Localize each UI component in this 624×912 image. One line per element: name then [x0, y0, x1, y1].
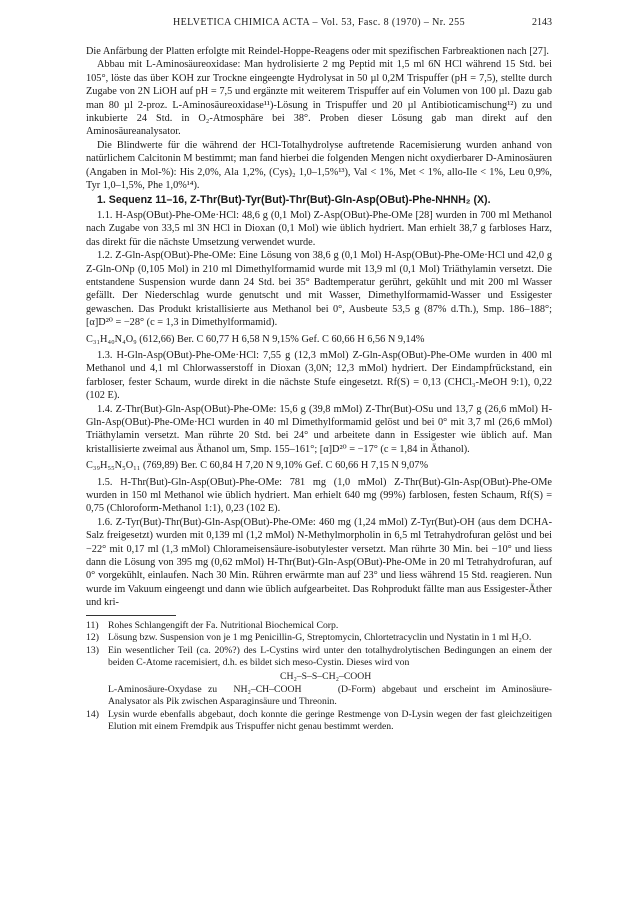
paragraph-1-4: 1.4. Z-Thr(But)-Gln-Asp(OBut)-Phe-OMe: 15,6 g (39,8 mMol) Z-Thr(But)-OSu und 13,7 g (26,6 mMol) H-Gln-Asp(OBut)-Phe-OMe·HCl wurden in 40 ml Dimethylformamid gelöst und bei 0° mit 3,7 ml (26,6 mMol) Triäthylamin versetzt. Man rührte 20 Std. bei 24° und arbeitete dann in Essigester wie üblich auf. Man kristallisierte zweimal aus Äthanol um, Smp. 155–161°; [α]D²⁰ = −17° (c = 1,84 in Äthanol). [86, 403, 552, 455]
footnotes [86, 620, 552, 734]
footnote-mark: 13) [86, 644, 99, 656]
footnote-text [108, 645, 552, 709]
footnote-text: Lysin wurde ebenfalls abgebaut, doch konnte die geringe Restmenge von D-Lysin wegen der fast gleichzeitigen Elution mit einem Fremdpik aus Trispuffer nicht genau bestimmt werden. [108, 708, 552, 733]
paragraph-1-6: 1.6. Z-Tyr(But)-Thr(But)-Gln-Asp(OBut)-Phe-OMe: 460 mg (1,24 mMol) Z-Tyr(But)-OH (aus dem DCHA-Salz freigesetzt) wurden mit 0,139 ml (1,2 mMol) N-Methylmorpholin in 6,5 ml Tetrahydrofuran gelöst und bei −22° mit 0,17 ml (1,3 mMol) Chlorameisensäure-isobutylester versetzt. Man rührte 30 Min. bei −10° und liess dann die Lösung von 395 mg (0,62 mMol) H-Thr(But)-Gln-Asp(OBut)-Phe-OMe in 20 ml Tetrahydrofuran, auf 0° vorgekühlt, einlaufen. Nach 30 Min. Rühren erwärmte man auf 23° und liess während 15 Std. reagieren. Nun wurde im Vakuum eingeengt und dann wie üblich aufgearbeitet. Das Rohprodukt fällte man aus Essigester-Äther und kri- [86, 516, 552, 609]
paragraph-1-5: 1.5. H-Thr(But)-Gln-Asp(OBut)-Phe-OMe: 781 mg (1,0 mMol) Z-Thr(But)-Gln-Asp(OBut)-Phe-OMe wurden in 150 ml Methanol wie üblich hydriert. Man erhielt 640 mg (99%) farblosen, festen Schaum, Rf(S) = 0,75 (Chloroform-Methanol 1:1), 0,23 (102 E). [86, 476, 552, 515]
footnote-text: Rohes Schlangengift der Fa. Nutritional Biochemical Corp. [108, 619, 339, 631]
footnote-text-part-b: L-Aminosäure-Oxydase zu [108, 683, 218, 695]
footnote-11 [86, 620, 552, 633]
structural-formula [280, 671, 552, 684]
paragraph-blank-values: Die Blindwerte für die während der HCl-Totalhydrolyse auftretende Racemisierung wurden anhand von natürlichem Calcitonin M bestimmt; man fand hierbei die folgenden Mengen nicht oxydierbarer D-Aminosäuren (Angaben in Mol-%): His 2,0%, Ala 1,2%, (Cys)₂ 1,0–1,5%¹³), Val < 1%, Met < 1%, allo-Ile < 1%, Leu 0,9%, Tyr 1,0–1,5%, Phe 1,0%¹⁴). [86, 139, 552, 192]
elemental-analysis-2: C₃₉H₅₅N₅O₁₁ (769,89) Ber. C 60,84 H 7,20 N 9,10% Gef. C 60,66 H 7,15 N 9,07% [86, 460, 429, 472]
footnote-mark: 11) [86, 619, 99, 631]
journal-title: HELVETICA CHIMICA ACTA – Vol. 53, Fasc. 8 (1970) – Nr. 255 [173, 17, 465, 28]
paragraph-1-1: 1.1. H-Asp(OBut)-Phe-OMe·HCl: 48,6 g (0,1 Mol) Z-Asp(OBut)-Phe-OMe [28] wurden in 700 ml Methanol nach Zugabe von 33,5 ml 3N HCl in Dioxan (0,1 Mol) wie üblich hydriert. Man erhielt 38,7 g farbloses Harz, das direkt für die nächste Umsetzung verwendet wurde. [86, 209, 552, 248]
formula-main-line: NH₂–CH–COOH [233, 683, 302, 695]
footnote-13 [86, 645, 552, 709]
footnote-rule [86, 615, 176, 616]
formula-configuration-tag: (D-Form) [337, 683, 376, 695]
paragraph-1-3: 1.3. H-Gln-Asp(OBut)-Phe-OMe·HCl: 7,55 g (12,3 mMol) Z-Gln-Asp(OBut)-Phe-OMe wurden in 400 ml Methanol und 4,1 ml Chlorwasserstoff in Dioxan (3,0N; 12,3 mMol) hydriert. Der Eindampfrückstand, ein farbloser, fester Schaum, wurde direkt in die nächste Stufe eingesetzt. Rf(S) = 0,13 (CHCl₃-MeOH 9:1), 0,22 (102 E). [86, 349, 552, 402]
footnote-mark: 14) [86, 708, 99, 720]
footnote-12 [86, 632, 552, 645]
footnote-text-part-c: abgebaut und erscheint im Aminosäure-Analysator als Pik zwischen Asparaginsäure und Threonin. [108, 683, 553, 708]
paragraph-staining: Die Anfärbung der Platten erfolgte mit Reindel-Hoppe-Reagens oder mit spezifischen Farbreaktionen nach [27]. [86, 46, 549, 57]
running-header [86, 16, 552, 32]
footnote-14 [86, 709, 552, 734]
footnote-mark: 12) [86, 632, 99, 644]
paragraph-1-2: 1.2. Z-Gln-Asp(OBut)-Phe-OMe: Eine Lösung von 38,6 g (0,1 Mol) H-Asp(OBut)-Phe-OMe·HCl und 42,0 g Z-Gln-ONp (0,105 Mol) in 210 ml Dimethylformamid wurde mit 13,9 ml (0,1 Mol) Triäthylamin versetzt. Die entstandene Suspension wurde dann 24 Std. bei 35° Badtemperatur gerührt, gekühlt und mit 200 ml Wasser gefällt. Der Niederschlag wurde genutscht und mit Wasser, Dimethylformamid-Wasser und Essigester gewaschen. Das Produkt kristallisierte aus Methanol bei 0°, Ausbeute 53,5 g (87% d.Th.), Smp. 186–188°; [α]D²⁰ = −28° (c = 1,3 in Dimethylformamid). [86, 250, 552, 329]
page-number: 2143 [532, 17, 552, 28]
footnote-text-part-a: Ein wesentlicher Teil (ca. 20%?) des L-Cystins wird unter den totalhydrolytischen Bedingungen an einem der beiden C-Atome racemisiert, d.h. es bildet sich meso-Cystin. Dieses wird von [108, 644, 552, 669]
footnote-text: Lösung bzw. Suspension von je 1 mg Penicillin-G, Streptomycin, Chlortetracyclin und Nystatin in 1 ml H₂O. [108, 632, 532, 644]
section-heading: 1. Sequenz 11–16, Z-Thr(But)-Tyr(But)-Thr(But)-Gln-Asp(OBut)-Phe-NHNH₂ (X). [97, 194, 491, 207]
journal-page [86, 16, 552, 734]
paragraph-amino-acid-oxidase: Abbau mit L-Aminosäureoxidase: Man hydrolisierte 2 mg Peptid mit 1,5 ml 6N HCl während 15 Std. bei 105°, löste das über KOH zur Trockne eingeengte Hydrolysat in 50 µl 0,2M Trispuffer (pH = 7,5), stellte durch Zugabe von 2N LiOH auf pH = 7,5 und ergänzte mit weiterem Trispuffer auf ein Volumen von 100 µl. Dazu gab man 80 µl 2-proz. L-Aminosäureoxidase¹¹)-Lösung in Trispuffer und 20 µl Antibioticamischung¹²) zu und inkubierte 24 Std. in O₂-Atmosphäre bei 38°. Proben dieser Lösung gab man direkt auf den Aminosäureanalysator. [86, 59, 552, 138]
elemental-analysis-1: C₃₁H₄₀N₄O₉ (612,66) Ber. C 60,77 H 6,58 N 9,15% Gef. C 60,66 H 6,56 N 9,14% [86, 333, 425, 345]
formula-top-line: CH₂–S–S–CH₂–COOH [280, 671, 372, 683]
